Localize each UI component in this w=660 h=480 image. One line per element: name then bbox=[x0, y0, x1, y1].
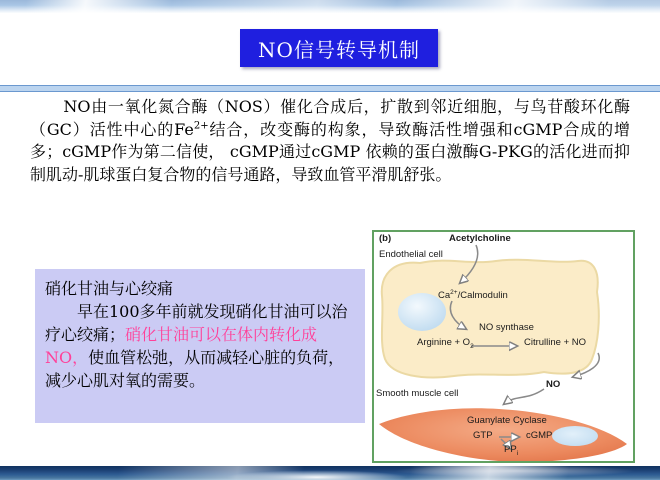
slide-title: NO信号转导机制 bbox=[258, 37, 420, 62]
no-synthase-label: NO synthase bbox=[479, 322, 534, 333]
o2-subscript: 2 bbox=[470, 342, 474, 350]
slide-title-box bbox=[240, 29, 438, 67]
calmodulin-text: /Calmodulin bbox=[457, 290, 508, 302]
muscle-nucleus bbox=[552, 426, 598, 446]
note-heading: 硝化甘油与心绞痛 bbox=[45, 279, 174, 298]
note-text-2: 使血管松弛，从而减轻心脏的负荷，减少心肌对氧的需要。 bbox=[45, 348, 345, 390]
acetylcholine-label: Acetylcholine bbox=[449, 233, 511, 244]
panel-label: (b) bbox=[379, 233, 392, 244]
gtp-label: GTP bbox=[473, 430, 493, 441]
arrow-no-to-muscle bbox=[504, 389, 544, 404]
paragraph-text-2: 结合，改变酶的构象，导致酶活性增强和cGMP合成的增多；cGMP作为第二信使， cGMP通过cGMP 依赖的蛋白激酶G-PKG的活化进而抑制肌动-肌球蛋白复合物的信号通路，导致血管平滑肌舒张。 bbox=[30, 119, 630, 184]
note-body bbox=[45, 300, 355, 392]
bottom-sky-banner bbox=[0, 466, 660, 480]
paragraph-text-1: NO由一氧化氮合酶（NOS）催化合成后，扩散到邻近细胞，与鸟苷酸环化酶（GC）活性中心的Fe bbox=[30, 97, 630, 139]
ca-text: Ca bbox=[438, 290, 451, 302]
main-paragraph bbox=[30, 96, 630, 186]
ca-superscript: 2+ bbox=[450, 289, 458, 296]
citrulline-label: Citrulline + NO bbox=[524, 337, 587, 348]
endothelial-cell-label: Endothelial cell bbox=[379, 249, 443, 260]
ppi-subscript: i bbox=[516, 449, 519, 457]
guanylate-cyclase-label: Guanylate Cyclase bbox=[467, 415, 547, 426]
cgmp-label: cGMP bbox=[526, 430, 553, 441]
divider-line bbox=[0, 85, 660, 92]
arginine-label bbox=[417, 338, 474, 352]
arginine-text: Arginine + O bbox=[417, 337, 471, 348]
top-sky-banner bbox=[0, 0, 660, 13]
no-label: NO bbox=[546, 379, 561, 390]
note-text-pink: 硝化甘油可以在体内转化成NO， bbox=[45, 325, 318, 367]
ca-calmodulin-label bbox=[438, 288, 508, 301]
no-pathway-diagram bbox=[372, 230, 635, 463]
pp-text: PP bbox=[504, 444, 517, 455]
fe-superscript: 2+ bbox=[193, 120, 209, 132]
diagram-artwork bbox=[374, 232, 633, 461]
note-text-1: 早在100多年前就发现硝化甘油可以治疗心绞痛； bbox=[45, 302, 348, 344]
ppi-label bbox=[504, 445, 518, 459]
smooth-muscle-cell-label: Smooth muscle cell bbox=[376, 388, 459, 399]
nitroglycerin-note-box bbox=[35, 269, 365, 423]
